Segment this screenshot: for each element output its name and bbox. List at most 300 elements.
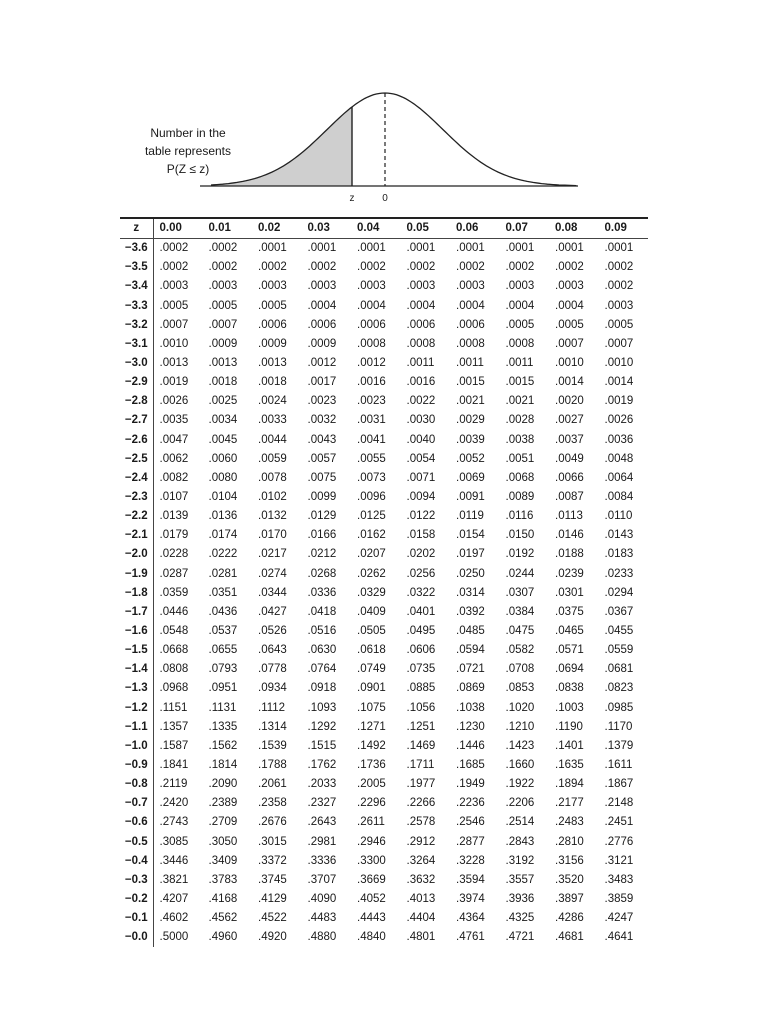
probability-cell: .1056 [406,701,436,714]
table-body [120,239,648,948]
figure-caption [118,124,258,178]
probability-cell: .0021 [456,395,485,408]
probability-cell: .0002 [505,261,535,274]
probability-cell: .0052 [456,452,485,465]
probability-cell: .4960 [208,931,238,944]
z-axis-label: z [349,193,355,204]
probability-cell: .0064 [604,471,634,484]
probability-cell: .0023 [357,395,386,408]
probability-cell: .3557 [505,873,535,886]
z-value-cell: −0.3 [120,871,153,890]
probability-cell: .0002 [456,261,485,274]
probability-cell: .4168 [208,892,238,905]
probability-cell: .0026 [159,395,189,408]
column-header: 0.06 [450,218,500,239]
probability-cell: .0030 [406,414,436,427]
probability-cell: .2946 [357,835,386,848]
probability-cell: .0004 [555,299,584,312]
probability-cell: .1711 [406,759,435,771]
probability-cell: .0183 [604,548,634,561]
z-value-cell: −0.8 [120,775,153,794]
probability-cell: .1230 [456,720,485,733]
normal-curve-figure [0,0,768,215]
probability-cell: .0537 [208,625,238,638]
probability-cell: .3192 [505,854,535,867]
probability-cell: .0020 [555,395,584,408]
probability-cell: .2358 [258,797,287,810]
probability-cell: .2236 [456,797,485,810]
probability-cell: .0409 [357,605,386,618]
z-value-cell: −2.0 [120,545,153,564]
probability-cell: .0001 [456,242,485,255]
probability-cell: .0033 [258,414,287,427]
z-value-cell: −1.8 [120,584,153,603]
probability-cell: .0002 [406,261,436,274]
z-value-cell: −1.0 [120,737,153,756]
probability-cell: .0041 [357,433,386,446]
probability-cell: .2611 [357,816,385,829]
probability-cell: .3372 [258,854,287,867]
probability-cell: .0618 [357,644,386,657]
z-value-cell: −1.9 [120,565,153,584]
table-row [120,833,648,852]
probability-cell: .0244 [505,567,535,580]
probability-cell: .0010 [555,357,584,370]
probability-cell: .2981 [307,835,337,848]
probability-cell: .0003 [505,280,535,293]
probability-cell: .4920 [258,931,287,944]
probability-cell: .3483 [604,873,634,886]
probability-cell: .0005 [258,299,287,312]
table-row [120,392,648,411]
probability-cell: .2483 [555,816,584,829]
probability-cell: .0823 [604,682,634,695]
table-row [120,335,648,354]
z-value-cell: −2.9 [120,373,153,392]
table-header [120,218,648,239]
probability-cell: .0301 [555,586,584,599]
probability-cell: .0901 [357,682,386,695]
probability-cell: .0001 [505,242,535,255]
probability-cell: .0019 [159,376,189,389]
column-header: 0.00 [153,218,203,239]
z-value-cell: −0.2 [120,890,153,909]
probability-cell: .3015 [258,835,287,848]
probability-cell: .0022 [406,395,436,408]
probability-cell: .0071 [406,471,436,484]
probability-cell: .3336 [307,854,337,867]
table-row [120,641,648,660]
probability-cell: .0630 [307,644,337,657]
probability-cell: .1515 [307,739,337,752]
probability-cell: .1093 [307,701,337,714]
probability-cell: .0582 [505,644,535,657]
probability-cell: .0571 [555,644,584,657]
table-row [120,373,648,392]
table-row [120,718,648,737]
probability-cell: .0606 [406,644,436,657]
probability-cell: .0505 [357,625,386,638]
probability-cell: .0003 [258,280,287,293]
table-row [120,603,648,622]
z-value-cell: −0.7 [120,794,153,813]
probability-cell: .0681 [604,663,634,676]
probability-cell: .0004 [357,299,386,312]
probability-cell: .0006 [456,318,485,331]
probability-cell: .0188 [555,548,584,561]
probability-cell: .1788 [258,759,287,771]
probability-cell: .0045 [208,433,238,446]
z-value-cell: −3.4 [120,277,153,296]
probability-cell: .0007 [604,337,634,350]
probability-cell: .0129 [307,510,337,523]
probability-cell: .0096 [357,491,386,504]
probability-cell: .1210 [505,720,535,733]
probability-cell: .0008 [456,337,485,350]
probability-cell: .1131 [208,701,237,714]
probability-cell: .0038 [505,433,535,446]
probability-cell: .1075 [357,701,386,714]
probability-cell: .1736 [357,759,386,771]
probability-cell: .0031 [357,414,386,427]
probability-cell: .0166 [307,529,337,542]
probability-cell: .0125 [357,510,386,523]
probability-cell: .0516 [307,625,337,638]
probability-cell: .0162 [357,529,386,542]
table-row [120,277,648,296]
probability-cell: .0594 [456,644,485,657]
probability-cell: .1251 [406,720,436,733]
probability-cell: .0005 [505,318,535,331]
caption-line-3: P(Z ≤ z) [166,162,210,176]
probability-cell: .0051 [505,452,535,465]
probability-cell: .2327 [307,797,337,810]
probability-cell: .1314 [258,720,287,733]
probability-cell: .3409 [208,854,238,867]
probability-cell: .1685 [456,759,485,771]
probability-cell: .1423 [505,739,535,752]
probability-cell: .0001 [604,242,634,255]
probability-cell: .2296 [357,797,386,810]
probability-cell: .0968 [159,682,189,695]
probability-cell: .1038 [456,701,485,714]
probability-cell: .0002 [307,261,337,274]
probability-cell: .2420 [159,797,189,810]
probability-cell: .0274 [258,567,287,580]
probability-cell: .3228 [456,854,485,867]
z-value-cell: −0.1 [120,909,153,928]
z-table [120,217,648,947]
z-value-cell: −1.3 [120,679,153,698]
table-row [120,565,648,584]
probability-cell: .0078 [258,471,287,484]
z-value-cell: −1.1 [120,718,153,737]
table-row [120,852,648,871]
z-value-cell: −3.1 [120,335,153,354]
probability-cell: .0268 [307,567,337,580]
probability-cell: .0012 [357,357,386,370]
z-value-cell: −3.5 [120,258,153,277]
caption-line-2: table represents [144,144,232,158]
probability-cell: .0344 [258,586,287,599]
probability-cell: .3050 [208,835,238,848]
z-value-cell: −2.4 [120,469,153,488]
probability-cell: .0764 [307,663,337,676]
table-row [120,679,648,698]
probability-cell: .0039 [456,433,485,446]
probability-cell: .0004 [307,299,337,312]
probability-cell: .4443 [357,912,386,925]
table-row [120,411,648,430]
probability-cell: .0207 [357,548,386,561]
probability-cell: .0036 [604,433,634,446]
column-header: 0.03 [302,218,352,239]
probability-cell: .0027 [555,414,584,427]
probability-cell: .2266 [406,797,436,810]
probability-cell: .0043 [307,433,337,446]
probability-cell: .3632 [406,873,436,886]
probability-cell: .0359 [159,586,189,599]
probability-cell: .0475 [505,625,535,638]
probability-cell: .0003 [208,280,238,293]
probability-cell: .1379 [604,739,634,752]
probability-cell: .0002 [258,261,287,274]
probability-cell: .0179 [159,529,189,542]
probability-cell: .1814 [208,759,238,771]
table-row [120,488,648,507]
probability-cell: .3974 [456,892,485,905]
probability-cell: .2033 [307,778,337,791]
probability-cell: .0009 [208,337,238,350]
probability-cell: .3897 [555,892,584,905]
probability-cell: .0011 [456,357,484,370]
probability-cell: .0005 [604,318,634,331]
probability-cell: .2177 [555,797,584,810]
probability-cell: .0073 [357,471,386,484]
probability-cell: .0001 [258,242,287,255]
probability-cell: .0250 [456,567,485,580]
table-row [120,737,648,756]
z-value-cell: −0.4 [120,852,153,871]
probability-cell: .1190 [555,720,583,733]
probability-cell: .3121 [604,854,634,867]
column-header: 0.02 [252,218,302,239]
probability-cell: .0009 [307,337,337,350]
probability-cell: .3520 [555,873,584,886]
probability-cell: .0062 [159,452,189,465]
probability-cell: .0012 [307,357,337,370]
probability-cell: .0048 [604,452,634,465]
probability-cell: .0314 [456,586,485,599]
probability-cell: .0006 [307,318,337,331]
table-row [120,239,648,259]
probability-cell: .0427 [258,605,287,618]
probability-cell: .0139 [159,510,189,523]
probability-cell: .1151 [159,701,188,714]
probability-cell: .1660 [505,759,535,771]
probability-cell: .0418 [307,605,337,618]
probability-cell: .1762 [307,759,337,771]
probability-cell: .3669 [357,873,386,886]
probability-cell: .2776 [604,835,634,848]
probability-cell: .4052 [357,892,386,905]
probability-cell: .0007 [208,318,238,331]
probability-cell: .0721 [456,663,485,676]
probability-cell: .2709 [208,816,238,829]
probability-cell: .0132 [258,510,287,523]
z-value-cell: −0.6 [120,813,153,832]
probability-cell: .0018 [258,376,287,389]
probability-cell: .0708 [505,663,535,676]
probability-cell: .0401 [406,605,436,618]
probability-cell: .0002 [555,261,584,274]
z-value-cell: −3.6 [120,239,153,259]
probability-cell: .0082 [159,471,189,484]
probability-cell: .4761 [456,931,485,944]
probability-cell: .0094 [406,491,436,504]
probability-cell: .3936 [505,892,535,905]
z-value-cell: −1.2 [120,699,153,718]
probability-cell: .1977 [406,778,436,791]
probability-cell: .1357 [159,720,189,733]
probability-cell: .0217 [258,548,287,561]
probability-cell: .4129 [258,892,287,905]
probability-cell: .0037 [555,433,584,446]
probability-cell: .4681 [555,931,584,944]
probability-cell: .3156 [555,854,584,867]
column-header: 0.07 [500,218,550,239]
probability-cell: .2206 [505,797,535,810]
probability-cell: .1635 [555,759,584,771]
probability-cell: .0322 [406,586,436,599]
probability-cell: .1112 [258,701,286,714]
probability-cell: .0951 [208,682,238,695]
probability-cell: .0047 [159,433,189,446]
probability-cell: .4247 [604,912,634,925]
probability-cell: .2389 [208,797,238,810]
probability-cell: .4325 [505,912,535,925]
probability-cell: .0005 [555,318,584,331]
column-header: 0.05 [401,218,451,239]
z-value-cell: −2.1 [120,526,153,545]
probability-cell: .0694 [555,663,584,676]
probability-cell: .0011 [406,357,435,370]
probability-cell: .0170 [258,529,287,542]
probability-cell: .0838 [555,682,584,695]
probability-cell: .0024 [258,395,287,408]
probability-cell: .0222 [208,548,238,561]
probability-cell: .2005 [357,778,386,791]
probability-cell: .0392 [456,605,485,618]
probability-cell: .0003 [307,280,337,293]
z-value-cell: −1.7 [120,603,153,622]
probability-cell: .1003 [555,701,584,714]
probability-cell: .0735 [406,663,436,676]
table-row [120,622,648,641]
probability-cell: .3264 [406,854,436,867]
z-value-cell: −2.2 [120,507,153,526]
probability-cell: .3085 [159,835,189,848]
probability-cell: .0197 [456,548,485,561]
probability-cell: .1446 [456,739,485,752]
probability-cell: .0329 [357,586,386,599]
probability-cell: .0655 [208,644,238,657]
probability-cell: .0150 [505,529,535,542]
table-row [120,354,648,373]
probability-cell: .4562 [208,912,238,925]
probability-cell: .2451 [604,816,634,829]
probability-cell: .0011 [505,357,534,370]
probability-cell: .0002 [159,242,189,255]
probability-cell: .0060 [208,452,238,465]
probability-cell: .0032 [307,414,337,427]
table-row [120,316,648,335]
probability-cell: .0029 [456,414,485,427]
probability-cell: .0002 [357,261,386,274]
probability-cell: .0013 [208,357,238,370]
probability-cell: .0069 [456,471,485,484]
probability-cell: .3707 [307,873,337,886]
table-row [120,699,648,718]
probability-cell: .0143 [604,529,634,542]
probability-cell: .0003 [357,280,386,293]
probability-cell: .4880 [307,931,337,944]
probability-cell: .0006 [406,318,436,331]
probability-cell: .0104 [208,491,238,504]
probability-cell: .0004 [406,299,436,312]
z-value-cell: −2.5 [120,450,153,469]
probability-cell: .0146 [555,529,584,542]
probability-cell: .0059 [258,452,287,465]
probability-cell: .1562 [208,739,238,752]
table-row [120,871,648,890]
probability-cell: .0668 [159,644,189,657]
probability-cell: .3446 [159,854,189,867]
probability-cell: .0014 [604,376,634,389]
table-row [120,450,648,469]
probability-cell: .0049 [555,452,584,465]
probability-cell: .0014 [555,376,584,389]
column-header: 0.08 [549,218,599,239]
probability-cell: .2090 [208,778,238,791]
probability-cell: .0010 [604,357,634,370]
probability-cell: .0116 [505,510,534,523]
probability-cell: .0054 [406,452,436,465]
probability-cell: .0256 [406,567,436,580]
probability-cell: .0749 [357,663,386,676]
probability-cell: .0918 [307,682,337,695]
probability-cell: .0068 [505,471,535,484]
probability-cell: .0102 [258,491,287,504]
probability-cell: .4522 [258,912,287,925]
probability-cell: .4207 [159,892,189,905]
probability-cell: .0006 [357,318,386,331]
probability-cell: .0007 [555,337,584,350]
probability-cell: .0526 [258,625,287,638]
probability-cell: .2546 [456,816,485,829]
probability-cell: .0002 [208,242,238,255]
probability-cell: .0158 [406,529,436,542]
probability-cell: .0003 [456,280,485,293]
probability-cell: .0778 [258,663,287,676]
probability-cell: .0202 [406,548,436,561]
z-value-cell: −1.4 [120,660,153,679]
probability-cell: .1335 [208,720,238,733]
probability-cell: .0005 [159,299,189,312]
probability-cell: .0110 [604,510,633,523]
probability-cell: .0351 [208,586,238,599]
probability-cell: .0008 [406,337,436,350]
